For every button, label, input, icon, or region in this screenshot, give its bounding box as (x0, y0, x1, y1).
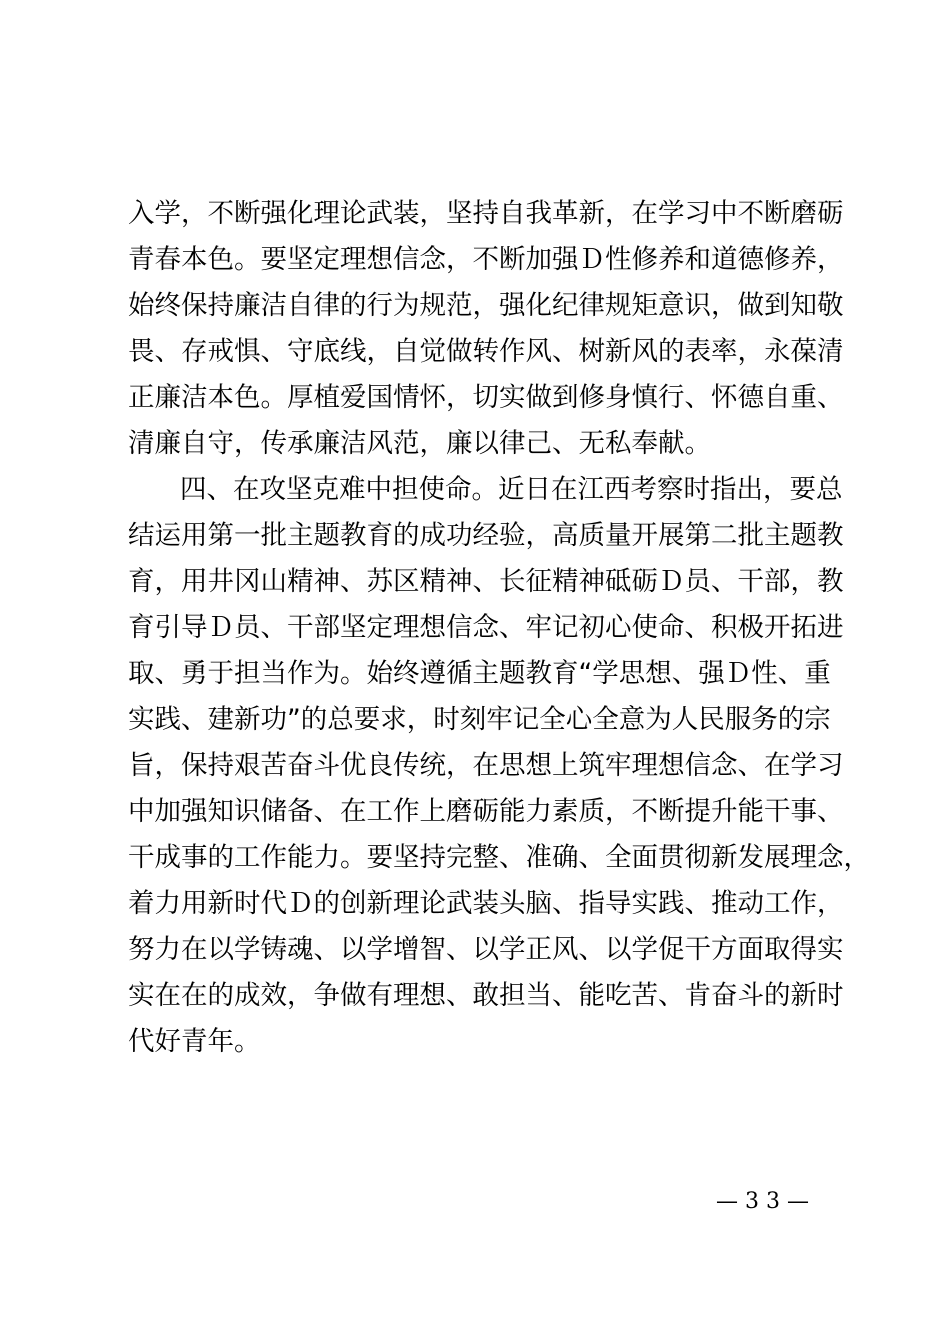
text-line: 畏、存戒惧、守底线，自觉做转作风、树新风的表率，永葆清 (128, 336, 844, 367)
text-line: 实在在的成效，争做有理想、敢担当、能吃苦、肯奋斗的新时 (128, 980, 844, 1011)
text-line: 实践、建新功”的总要求，时刻牢记全心全意为人民服务的宗 (128, 704, 831, 735)
text-line: 入学，不断强化理论武装，坚持自我革新，在学习中不断磨砺 (128, 198, 844, 229)
text-line: 代好青年。 (128, 1026, 261, 1057)
text-line: 着力用新时代Ｄ的创新理论武装头脑、指导实践、推动工作， (128, 888, 844, 919)
text-line: 中加强知识储备、在工作上磨砺能力素质，不断提升能干事、 (128, 796, 844, 827)
text-line: 育引导Ｄ员、干部坚定理想信念、牢记初心使命、积极开拓进 (128, 612, 844, 643)
text-line: 清廉自守，传承廉洁风范，廉以律己、无私奉献。 (128, 428, 711, 459)
text-line: 旨，保持艰苦奋斗优良传统，在思想上筑牢理想信念、在学习 (128, 750, 844, 781)
text-line: 结运用第一批主题教育的成功经验，高质量开展第二批主题教 (128, 520, 844, 551)
text-line: 育，用井冈山精神、苏区精神、长征精神砥砺Ｄ员、干部，教 (128, 566, 844, 597)
text-line: 四、在攻坚克难中担使命。近日在江西考察时指出，要总 (180, 474, 843, 505)
text-line: 正廉洁本色。厚植爱国情怀，切实做到修身慎行、怀德自重、 (128, 382, 844, 413)
text-line: 取、勇于担当作为。始终遵循主题教育“学思想、强Ｄ性、重 (128, 658, 831, 689)
text-line: 干成事的工作能力。要坚持完整、准确、全面贯彻新发展理念， (128, 842, 870, 873)
page-number: — 3 3 — (716, 1189, 809, 1214)
text-line: 努力在以学铸魂、以学增智、以学正风、以学促干方面取得实 (128, 934, 844, 965)
text-line: 始终保持廉洁自律的行为规范，强化纪律规矩意识，做到知敬 (128, 290, 844, 321)
text-line: 青春本色。要坚定理想信念，不断加强Ｄ性修养和道德修养， (128, 244, 844, 275)
